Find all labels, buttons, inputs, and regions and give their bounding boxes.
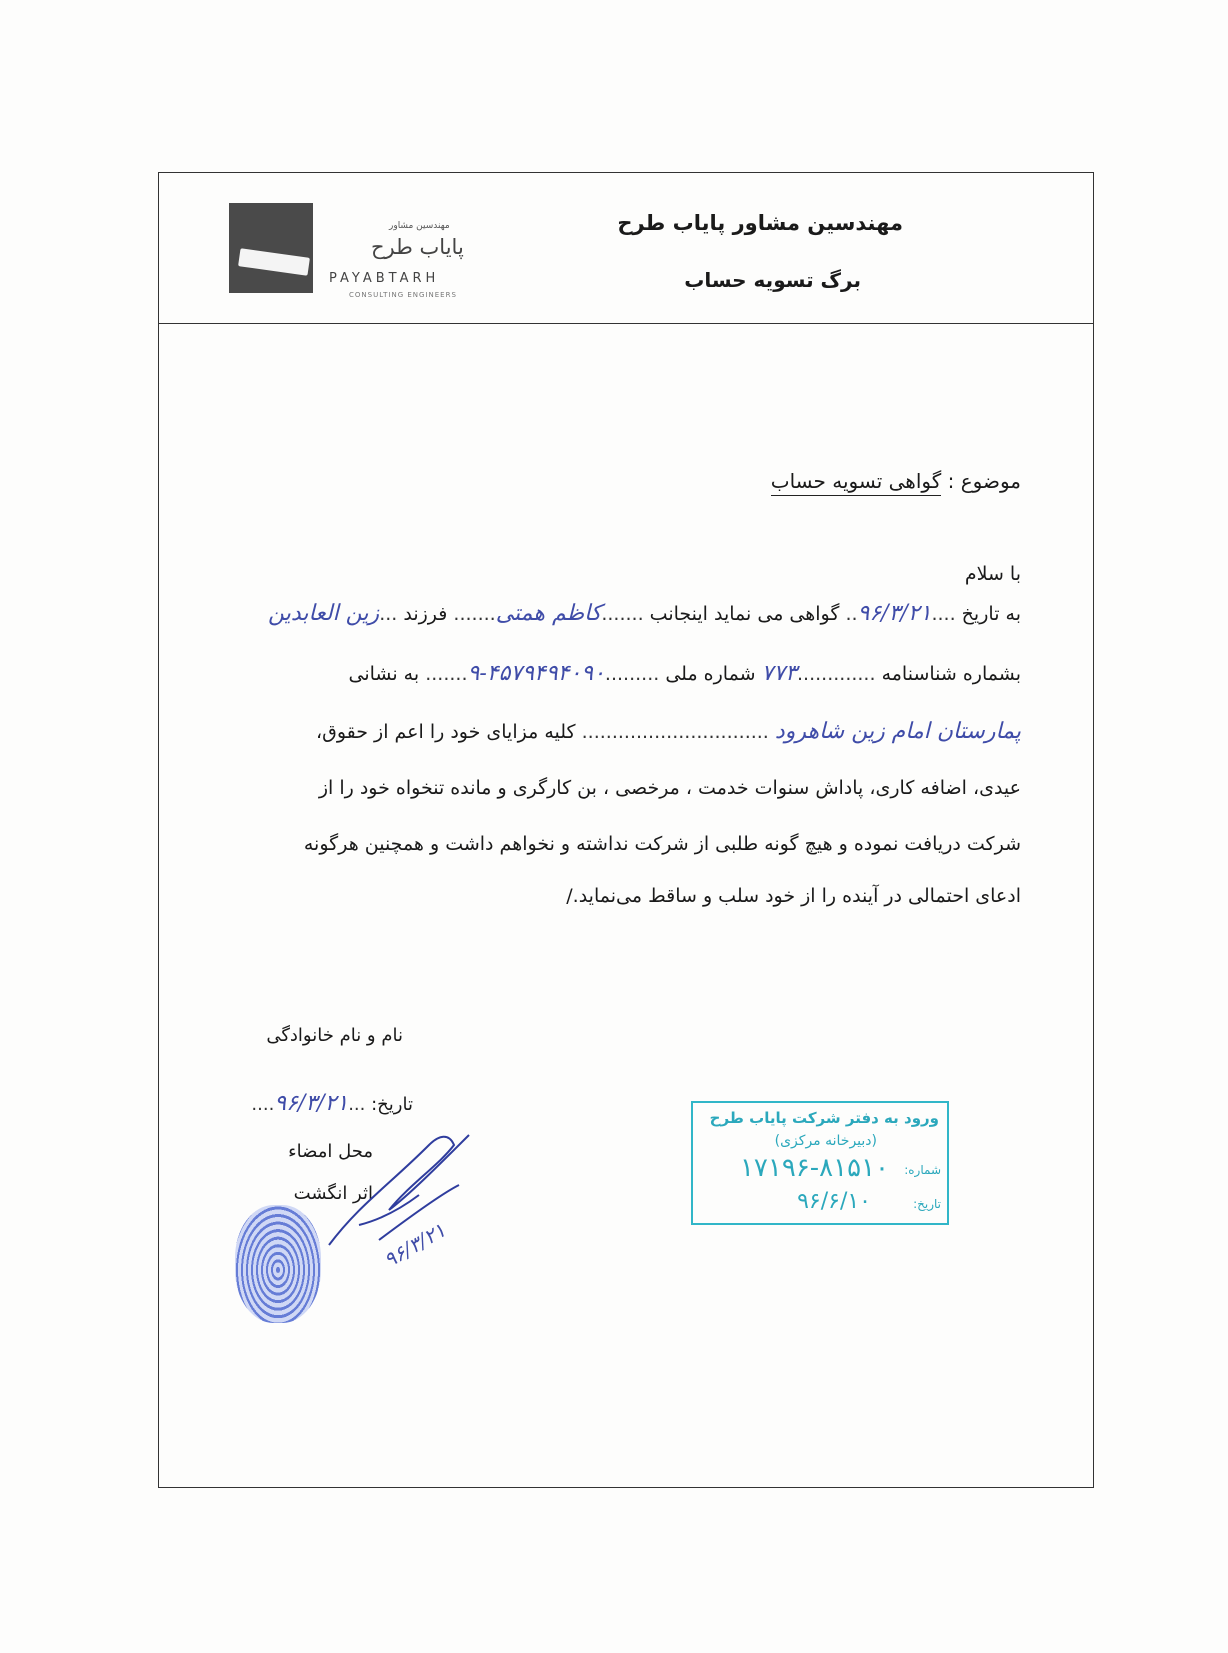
stamp-subtitle: (دبیرخانه مرکزی) bbox=[774, 1133, 877, 1149]
subject-label: موضوع : bbox=[947, 469, 1021, 493]
signature-date: ۹۶/۳/۲۱ bbox=[379, 1217, 450, 1273]
handwritten-id-number: ۷۷۳ bbox=[761, 661, 797, 686]
registry-stamp bbox=[691, 1101, 949, 1225]
logo-name-fa: پایاب طرح bbox=[371, 235, 464, 259]
handwritten-date: ۹۶/۳/۲۱ bbox=[857, 601, 932, 626]
handwritten-name: کاظم همتی bbox=[495, 601, 602, 626]
id-number-label: بشماره شناسنامه bbox=[881, 663, 1021, 685]
body-line-4: عیدی، اضافه کاری، پاداش سنوات خدمت ، مرخصی ، بن کارگری و مانده تنخواه خود را از bbox=[318, 777, 1021, 799]
form-title: برگ تسویه حساب bbox=[684, 268, 861, 292]
stamp-date-label: تاریخ: bbox=[913, 1197, 941, 1211]
body-line-6: ادعای احتمالی در آینده را از خود سلب و ساقط می‌نماید./ bbox=[566, 885, 1021, 907]
body-line-2: بشماره شناسنامه .............۷۷۳ شماره ملی .........۴۵۷۹۴۹۴۰۹۰-۹....... به نشانی bbox=[348, 661, 1021, 686]
subject-value: گواهی تسویه حساب bbox=[771, 469, 942, 496]
address-label: به نشانی bbox=[348, 663, 420, 685]
benefits-text: کلیه مزایای خود را اعم از حقوق، bbox=[315, 721, 576, 743]
fingerprint-label: اثر انگشت bbox=[293, 1183, 373, 1204]
date-intro-text: به تاریخ bbox=[961, 603, 1021, 625]
greeting: با سلام bbox=[964, 563, 1021, 585]
stamp-date-value: ۹۶/۶/۱۰ bbox=[797, 1189, 871, 1214]
body-line-1: به تاریخ ....۹۶/۳/۲۱.. گواهی می نماید اینجانب .......کاظم همتی....... فرزند ...زین العابدین bbox=[268, 601, 1021, 626]
name-label: نام و نام خانوادگی bbox=[266, 1025, 403, 1046]
subject-line bbox=[771, 469, 1021, 493]
footer-date: تاریخ: ...۹۶/۳/۲۱.... bbox=[251, 1091, 413, 1116]
header-divider bbox=[159, 323, 1093, 324]
logo-name-en: PAYABTARH bbox=[329, 271, 440, 286]
stamp-number-label: شماره: bbox=[904, 1163, 941, 1177]
certify-text: گواهی می نماید اینجانب bbox=[649, 603, 840, 625]
footer-handwritten-date: ۹۶/۳/۲۱ bbox=[274, 1091, 349, 1116]
logo-subtitle-fa: مهندسین مشاور bbox=[389, 221, 450, 231]
logo-subtitle-en: CONSULTING ENGINEERS bbox=[349, 291, 457, 299]
handwritten-father-name: زین العابدین bbox=[268, 601, 380, 626]
father-label: فرزند bbox=[403, 603, 448, 625]
company-logo bbox=[229, 203, 313, 293]
document-frame bbox=[158, 172, 1094, 1488]
handwritten-national-id: ۴۵۷۹۴۹۴۰۹۰-۹ bbox=[467, 661, 605, 686]
body-line-3: پمارستان امام زین شاهرود ............................... کلیه مزایای خود را اعم از حقوق، bbox=[315, 719, 1021, 744]
signature-label: محل امضاء bbox=[288, 1141, 373, 1162]
fingerprint bbox=[235, 1205, 321, 1323]
stamp-number-value: ۱۷۱۹۶-۸۱۵۱۰ bbox=[739, 1153, 889, 1183]
company-name: مهندسین مشاور پایاب طرح bbox=[617, 211, 903, 235]
handwritten-address: پمارستان امام زین شاهرود bbox=[774, 719, 1021, 744]
stamp-title: ورود به دفتر شرکت پایاب طرح bbox=[709, 1109, 939, 1127]
national-id-label: شماره ملی bbox=[665, 663, 756, 685]
footer-date-label: تاریخ: bbox=[371, 1094, 413, 1115]
body-line-5: شرکت دریافت نموده و هیچ گونه طلبی از شرکت نداشته و نخواهم داشت و همچنین هرگونه bbox=[303, 833, 1021, 855]
